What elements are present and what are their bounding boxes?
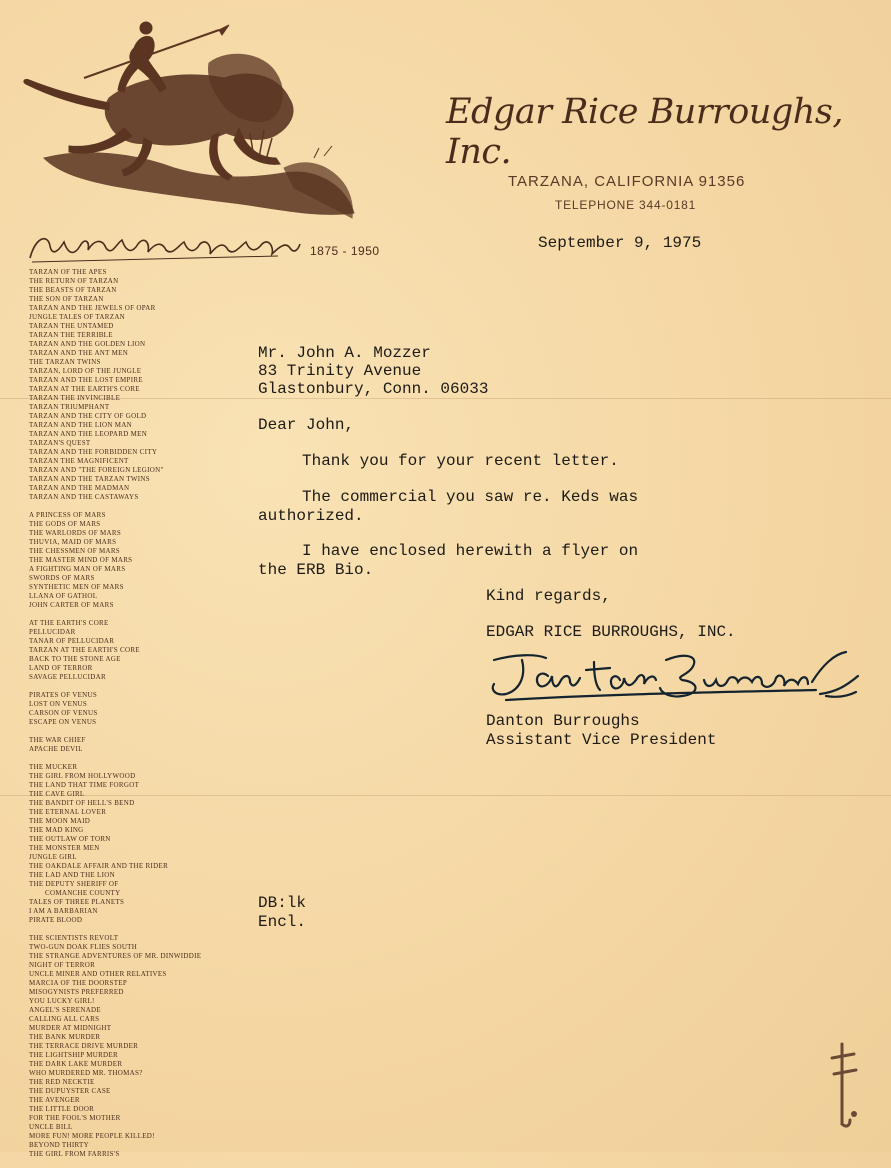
book-title: TARZAN AND "THE FOREIGN LEGION" — [29, 466, 164, 474]
company-name: Edgar Rice Burroughs, Inc. — [446, 92, 843, 172]
book-title: NIGHT OF TERROR — [29, 961, 96, 969]
book-title: TARZAN THE INVINCIBLE — [29, 394, 121, 402]
salutation: Dear John, — [258, 416, 355, 434]
book-title: JOHN CARTER OF MARS — [29, 601, 114, 609]
paragraph-2-line-1: The commercial you saw re. Keds was — [302, 488, 639, 506]
enclosure-note: Encl. — [258, 913, 307, 931]
book-title: THE AVENGER — [29, 1096, 80, 1104]
book-title: THE MUCKER — [29, 763, 78, 771]
letter-date: September 9, 1975 — [538, 234, 702, 252]
book-title: A FIGHTING MAN OF MARS — [29, 565, 126, 573]
book-title: THE MONSTER MEN — [29, 844, 100, 852]
book-title: TARZAN THE TERRIBLE — [29, 331, 113, 339]
paragraph-3-line-2: the ERB Bio. — [258, 561, 374, 579]
paragraph-2-line-2: authorized. — [258, 507, 364, 525]
book-title: JUNGLE TALES OF TARZAN — [29, 313, 126, 321]
book-title: BEYOND THIRTY — [29, 1141, 89, 1149]
book-title: CALLING ALL CARS — [29, 1015, 100, 1023]
book-title: TARZAN AND THE CITY OF GOLD — [29, 412, 147, 420]
book-title: TARZAN AND THE GOLDEN LION — [29, 340, 146, 348]
signer-title: Assistant Vice President — [486, 731, 717, 749]
book-title: THE SON OF TARZAN — [29, 295, 104, 303]
book-title: PIRATES OF VENUS — [29, 691, 98, 699]
book-title: ESCAPE ON VENUS — [29, 718, 97, 726]
recipient-name: Mr. John A. Mozzer — [258, 344, 431, 362]
book-title: THE BEASTS OF TARZAN — [29, 286, 117, 294]
book-title: LAND OF TERROR — [29, 664, 93, 672]
book-title: THE MASTER MIND OF MARS — [29, 556, 133, 564]
danton-burroughs-signature — [486, 646, 886, 710]
book-title: THE RED NECKTIE — [29, 1078, 95, 1086]
book-title: THE LAD AND THE LION — [29, 871, 115, 879]
book-title: PELLUCIDAR — [29, 628, 76, 636]
book-group — [29, 619, 229, 682]
book-title: TARZAN OF THE APES — [29, 268, 107, 276]
book-title: TALES OF THREE PLANETS — [29, 898, 125, 906]
book-title: THE DUPUYSTER CASE — [29, 1087, 111, 1095]
book-title: THE LIGHTSHIP MURDER — [29, 1051, 118, 1059]
edgar-rice-burroughs-signature — [28, 228, 303, 268]
book-title: PIRATE BLOOD — [29, 916, 83, 924]
tarzan-riding-lion-illustration — [14, 8, 359, 230]
signer-name: Danton Burroughs — [486, 712, 640, 730]
book-title: TARZAN'S QUEST — [29, 439, 91, 447]
book-title: TARZAN AND THE LEOPARD MEN — [29, 430, 148, 438]
book-title: THE LAND THAT TIME FORGOT — [29, 781, 140, 789]
book-title: TARZAN AND THE LOST EMPIRE — [29, 376, 143, 384]
book-title: THE CAVE GIRL — [29, 790, 85, 798]
book-title: THE OAKDALE AFFAIR AND THE RIDER — [29, 862, 169, 870]
book-title: THE BANDIT OF HELL'S BEND — [29, 799, 135, 807]
book-title: MARCIA OF THE DOORSTEP — [29, 979, 128, 987]
book-title: MISOGYNISTS PREFERRED — [29, 988, 124, 996]
book-title: MURDER AT MIDNIGHT — [29, 1024, 112, 1032]
tarzan-logo-mark — [828, 1040, 868, 1132]
book-title: SWORDS OF MARS — [29, 574, 95, 582]
book-title: TARZAN TRIUMPHANT — [29, 403, 110, 411]
book-title: UNCLE MINER AND OTHER RELATIVES — [29, 970, 167, 978]
book-group — [29, 763, 229, 925]
book-title: APACHE DEVIL — [29, 745, 83, 753]
book-group — [29, 691, 229, 727]
book-group — [29, 736, 229, 754]
typist-initials: DB:lk — [258, 894, 307, 912]
book-title: BACK TO THE STONE AGE — [29, 655, 121, 663]
book-title: THE WAR CHIEF — [29, 736, 86, 744]
book-title: TARZAN AND THE ANT MEN — [29, 349, 129, 357]
book-title: THE MAD KING — [29, 826, 84, 834]
paragraph-1: Thank you for your recent letter. — [302, 452, 619, 470]
book-title: THE STRANGE ADVENTURES OF MR. DINWIDDIE — [29, 952, 202, 960]
company-address: TARZANA, CALIFORNIA 91356 — [508, 173, 746, 190]
book-title: TANAR OF PELLUCIDAR — [29, 637, 115, 645]
book-title: THE MOON MAID — [29, 817, 91, 825]
book-title: THE GIRL FROM HOLLYWOOD — [29, 772, 136, 780]
book-title: THE GIRL FROM FARRIS'S — [29, 1150, 120, 1158]
book-title: UNCLE BILL — [29, 1123, 73, 1131]
book-title: TARZAN, LORD OF THE JUNGLE — [29, 367, 142, 375]
book-title: THE DARK LAKE MURDER — [29, 1060, 123, 1068]
closing: Kind regards, — [486, 587, 611, 605]
book-title: TARZAN THE MAGNIFICENT — [29, 457, 129, 465]
book-title: FOR THE FOOL'S MOTHER — [29, 1114, 121, 1122]
book-title: TWO-GUN DOAK FLIES SOUTH — [29, 943, 138, 951]
book-title: THE ETERNAL LOVER — [29, 808, 107, 816]
book-title: THE SCIENTISTS REVOLT — [29, 934, 119, 942]
book-title: TARZAN AND THE FORBIDDEN CITY — [29, 448, 158, 456]
book-title: TARZAN THE UNTAMED — [29, 322, 114, 330]
book-title: THE TARZAN TWINS — [29, 358, 101, 366]
book-title: SYNTHETIC MEN OF MARS — [29, 583, 124, 591]
book-title: TARZAN AT THE EARTH'S CORE — [29, 646, 140, 654]
author-years: 1875 - 1950 — [310, 244, 380, 258]
book-title: THE RETURN OF TARZAN — [29, 277, 119, 285]
book-title: A PRINCESS OF MARS — [29, 511, 106, 519]
book-title: THE LITTLE DOOR — [29, 1105, 95, 1113]
book-title: THE DEPUTY SHERIFF OF — [29, 880, 119, 888]
book-title: TARZAN AND THE JEWELS OF OPAR — [29, 304, 156, 312]
book-title: COMANCHE COUNTY — [45, 889, 121, 897]
book-title: LLANA OF GATHOL — [29, 592, 98, 600]
recipient-city: Glastonbury, Conn. 06033 — [258, 380, 489, 398]
book-title: AT THE EARTH'S CORE — [29, 619, 109, 627]
book-group — [29, 268, 229, 502]
book-title: SAVAGE PELLUCIDAR — [29, 673, 106, 681]
book-title: TARZAN AND THE LION MAN — [29, 421, 133, 429]
book-title: THE WARLORDS OF MARS — [29, 529, 122, 537]
book-title: THE CHESSMEN OF MARS — [29, 547, 120, 555]
paragraph-3-line-1: I have enclosed herewith a flyer on — [302, 542, 639, 560]
book-title: THE TERRACE DRIVE MURDER — [29, 1042, 139, 1050]
book-list — [29, 268, 229, 1168]
book-group — [29, 511, 229, 610]
book-title: TARZAN AND THE TARZAN TWINS — [29, 475, 150, 483]
company-signature-line: EDGAR RICE BURROUGHS, INC. — [486, 623, 736, 641]
book-title: WHO MURDERED MR. THOMAS? — [29, 1069, 143, 1077]
book-title: THE GODS OF MARS — [29, 520, 101, 528]
book-title: ANGEL'S SERENADE — [29, 1006, 101, 1014]
book-title: THUVIA, MAID OF MARS — [29, 538, 117, 546]
book-title: YOU LUCKY GIRL! — [29, 997, 95, 1005]
recipient-street: 83 Trinity Avenue — [258, 362, 422, 380]
book-title: MORE FUN! MORE PEOPLE KILLED! — [29, 1132, 155, 1140]
book-title: THE OUTLAW OF TORN — [29, 835, 111, 843]
book-title: TARZAN AT THE EARTH'S CORE — [29, 385, 140, 393]
book-title: THE BANK MURDER — [29, 1033, 101, 1041]
book-title: JUNGLE GIRL — [29, 853, 77, 861]
book-title: TARZAN AND THE CASTAWAYS — [29, 493, 139, 501]
book-title: LOST ON VENUS — [29, 700, 88, 708]
company-phone: TELEPHONE 344-0181 — [555, 198, 697, 212]
book-title: I AM A BARBARIAN — [29, 907, 98, 915]
book-title: TARZAN AND THE MADMAN — [29, 484, 130, 492]
book-title: CARSON OF VENUS — [29, 709, 98, 717]
book-group — [29, 934, 229, 1159]
